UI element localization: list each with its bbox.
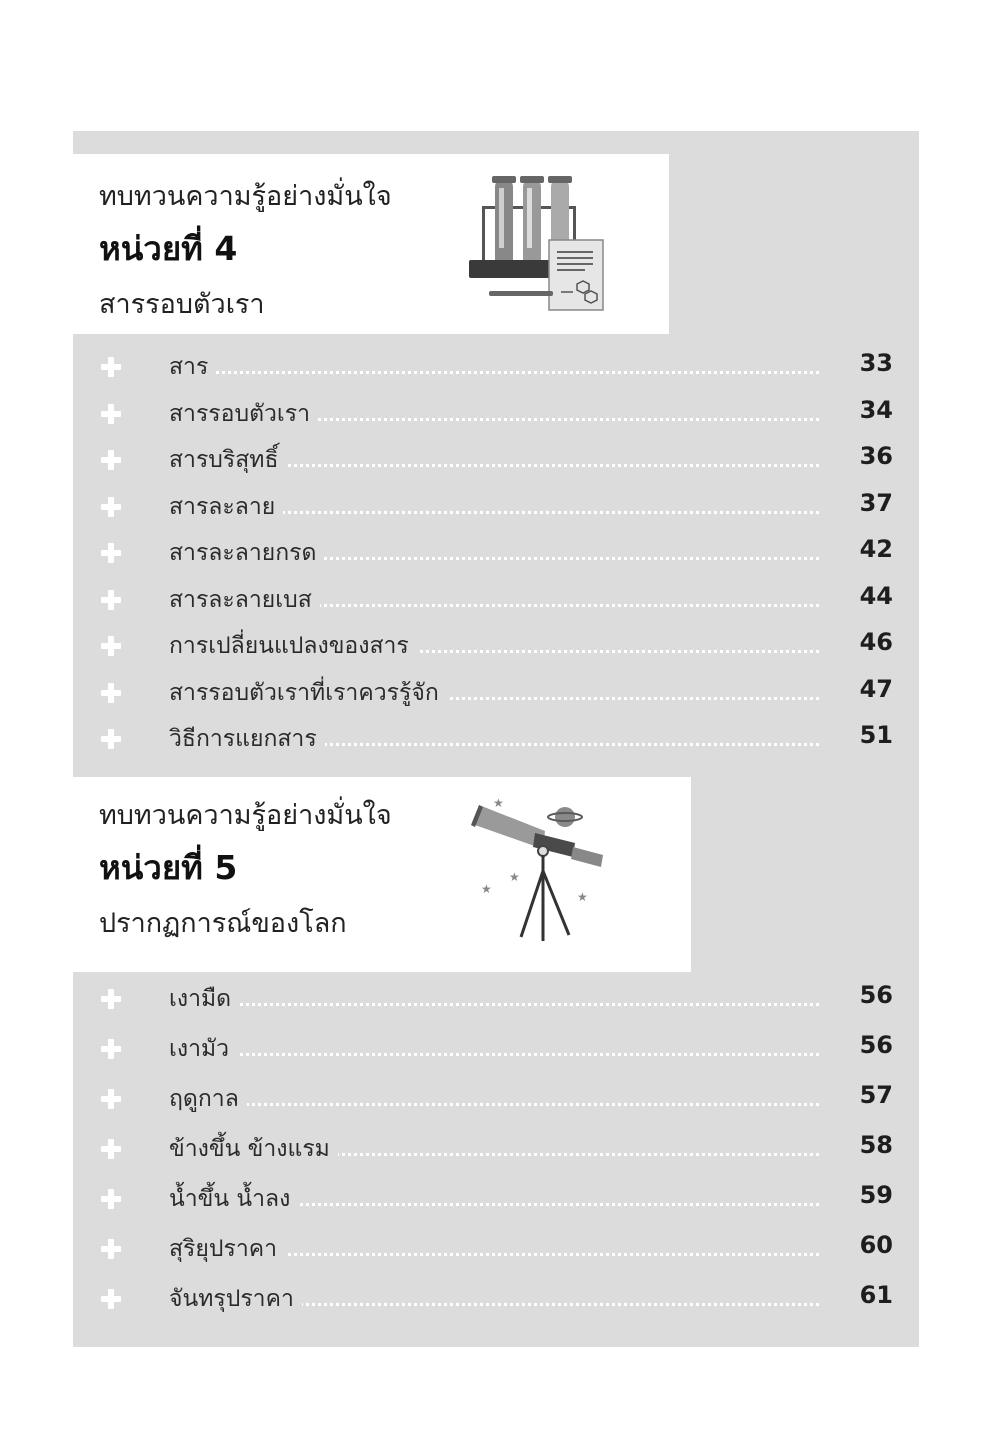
plus-icon — [101, 404, 121, 424]
toc-item[interactable] — [73, 347, 919, 387]
toc-item-page: 37 — [859, 488, 893, 517]
toc-item-page: 42 — [859, 535, 893, 563]
plus-icon — [101, 683, 121, 703]
unit-title: หน่วยที่ 5 — [99, 848, 238, 887]
toc-item[interactable] — [73, 673, 919, 713]
toc-item-label: สารละลายกรด — [169, 535, 324, 571]
toc-item-page: 56 — [859, 981, 893, 1009]
plus-icon — [101, 543, 121, 563]
toc-item-page: 44 — [859, 581, 893, 610]
toc-item-label: ฤดูกาล — [169, 1081, 247, 1117]
toc-item[interactable] — [73, 1279, 919, 1319]
toc-item-label: น้ำขึ้น น้ำลง — [169, 1181, 298, 1217]
toc-item-page: 56 — [859, 1031, 893, 1059]
plus-icon — [101, 729, 121, 749]
toc-item-page: 58 — [859, 1131, 893, 1159]
plus-icon — [101, 1239, 121, 1259]
plus-icon — [101, 989, 121, 1009]
toc-item[interactable] — [73, 1129, 919, 1169]
plus-icon — [101, 357, 121, 377]
unit-title: หน่วยที่ 4 — [99, 229, 238, 268]
toc-item-label: สารบริสุทธิ์ — [169, 442, 287, 478]
toc-item[interactable] — [73, 1079, 919, 1119]
toc-item[interactable] — [73, 1179, 919, 1219]
toc-item-label: สารรอบตัวเรา — [169, 396, 318, 432]
toc-item[interactable] — [73, 533, 919, 573]
plus-icon — [101, 1139, 121, 1159]
svg-text:★: ★ — [577, 890, 588, 904]
toc-item[interactable] — [73, 487, 919, 527]
svg-text:★: ★ — [481, 882, 492, 896]
toc-item-page: 47 — [859, 674, 893, 703]
toc-item[interactable] — [73, 719, 919, 759]
plus-icon — [101, 590, 121, 610]
unit-4-header — [73, 154, 669, 334]
toc-item-label: สารละลายเบส — [169, 582, 320, 618]
toc-item-label: สาร — [169, 349, 216, 385]
plus-icon — [101, 1039, 121, 1059]
unit-5-header — [73, 777, 691, 972]
plus-icon — [101, 1189, 121, 1209]
toc-item-label: จันทรุปราคา — [169, 1281, 302, 1317]
toc-item-page: 34 — [859, 395, 893, 424]
toc-item-label: สารละลาย — [169, 489, 283, 525]
plus-icon — [101, 497, 121, 517]
toc-item[interactable] — [73, 440, 919, 480]
dot-leader — [169, 1003, 819, 1006]
toc-item-page: 36 — [859, 442, 893, 470]
toc-item-label: สุริยุปราคา — [169, 1231, 285, 1267]
svg-text:★: ★ — [493, 796, 504, 810]
toc-item[interactable] — [73, 1029, 919, 1069]
dot-leader — [169, 1053, 819, 1056]
toc-item[interactable] — [73, 580, 919, 620]
toc-item-label: การเปลี่ยนแปลงของสาร — [169, 628, 417, 664]
unit-subtitle: ทบทวนความรู้อย่างมั่นใจ — [99, 800, 392, 831]
toc-item-label: เงามืด — [169, 981, 239, 1017]
telescope-icon — [465, 795, 615, 945]
toc-item-label: วิธีการแยกสาร — [169, 721, 325, 757]
toc-item-page: 51 — [859, 721, 893, 749]
toc-item[interactable] — [73, 1229, 919, 1269]
plus-icon — [101, 450, 121, 470]
toc-item[interactable] — [73, 979, 919, 1019]
toc-item-label: ข้างขึ้น ข้างแรม — [169, 1131, 338, 1167]
toc-item[interactable] — [73, 626, 919, 666]
toc-item-page: 57 — [859, 1081, 893, 1109]
toc-item-page: 60 — [859, 1231, 893, 1259]
unit-name: ปรากฏการณ์ของโลก — [99, 908, 347, 939]
toc-item-page: 59 — [859, 1181, 893, 1209]
dot-leader — [169, 371, 819, 374]
test-tubes-icon — [465, 174, 615, 314]
toc-item-label: สารรอบตัวเราที่เราควรรู้จัก — [169, 675, 447, 711]
toc-item-page: 61 — [859, 1281, 893, 1309]
dot-leader — [169, 1103, 819, 1106]
toc-item-page: 46 — [859, 628, 893, 656]
plus-icon — [101, 1089, 121, 1109]
unit-subtitle: ทบทวนความรู้อย่างมั่นใจ — [99, 181, 392, 212]
plus-icon — [101, 1289, 121, 1309]
toc-item-page: 33 — [859, 349, 893, 377]
toc-panel — [73, 131, 919, 1347]
plus-icon — [101, 636, 121, 656]
toc-item[interactable] — [73, 394, 919, 434]
unit-name: สารรอบตัวเรา — [99, 289, 265, 320]
svg-text:★: ★ — [509, 870, 520, 884]
toc-item-label: เงามัว — [169, 1031, 237, 1067]
